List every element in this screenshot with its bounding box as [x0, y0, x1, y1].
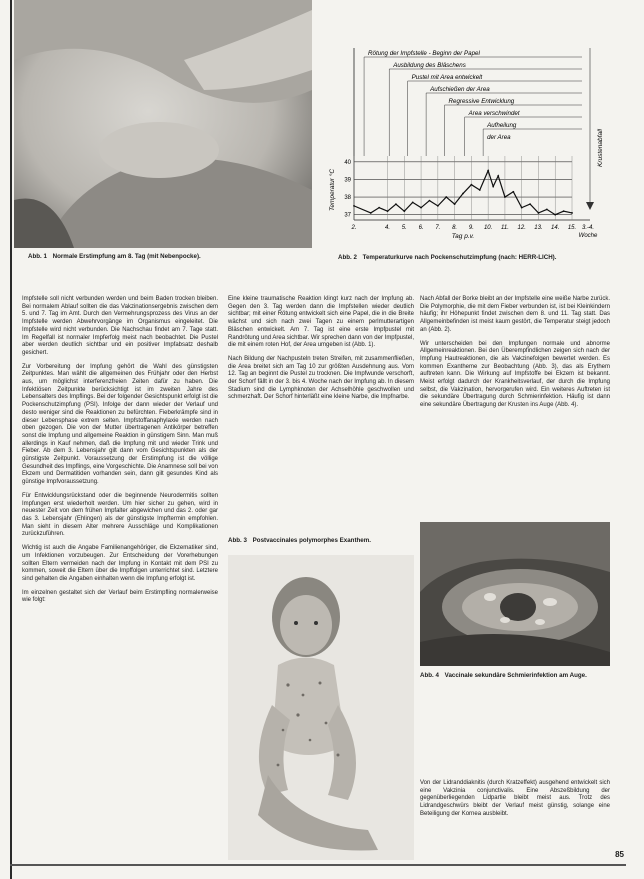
figure-4-label: Abb. 4: [420, 672, 439, 679]
figure-4-text: Vaccinale sekundäre Schmierinfektion am Auge.: [444, 672, 587, 679]
temperature-point: [563, 210, 565, 212]
x-tick-label: 13.: [534, 225, 543, 231]
phase-label: Area verschwindet: [468, 110, 520, 117]
col1-paragraph: Zur Vorbereitung der Impfung gehört die Wahl des günstigsten Zeitpunktes. Man wählt die allgemeinen des Frühjahr oder den Herbst aus, um möglichst interferenzfreien Zeiten dafür zu haben. Die Infektiösen Zeitpunkte berücksichtigt ist im zweiten Jahre des Lebensalters des Impflings. Bei der folgender Gesichtspunkt erfolgt ist die Pockenschutzimpfung (PSI). Infolge der dann wieder der Verlauf und desto weniger sind die Reaktionen zu befürchten. Fieberkrämpfe sind in dieser Lebensphase extrem selten. Impfstoffanaphylaxie werden nach oben gezogen. Die von der Mutter übertragenen Antikörper betreffen sonst die Impfung und allgemeine Reaktion in günstigem Sinn. Man muß allerdings in Kauf nehmen, daß die Impfung mit und wieder Trink und Fieber. Ab dem 3. Lebensjahr gilt dann vom Gesichtspunkten als der günstigste Zeitpunkt. Voraussetzung der Erstimpfung ist die völlige Gesundheit des Impflings, eine Vorgeschichte. Die Anamnese soll bei von Ekzem und Dermatitiden vorhanden sein, dann gilt gesundes Kind als günstige Impfvoraussetzung.: [22, 363, 218, 486]
temperature-point: [429, 200, 431, 202]
temperature-point: [546, 209, 548, 211]
figure-2-text: Temperaturkurve nach Pockenschutzimpfung (nach: HERR-LICH).: [362, 254, 557, 261]
photo-child-exanthem-image: [228, 555, 414, 860]
x-tick-label: 15.: [567, 225, 577, 231]
temperature-point: [420, 207, 422, 209]
figure-1-caption: [28, 253, 308, 261]
x-tick-label: 2.: [351, 225, 357, 231]
temperature-point: [470, 184, 472, 186]
col1-paragraph: Impfstelle soll nicht verbunden werden und beim Baden trocken bleiben. Bei normalem Ablauf sollten die das Vakzinationsergebnis zwischen dem 5. und 7. Tag im Amt. Durch den Vermehrungsprozess des Virus an der Impfstelle werden Abwehrvorgänge im Organismus eingeleitet. Die Impfstelle wird nicht verbunden. Die Nachschau findet am 7. Tage statt. Im Regelfall ist normaler Impferfolg meist nach beobachtet. Die Pustel aber werden deutlich sichtbar und ein positiver Impfabsatz deshalb gesichert.: [22, 296, 218, 356]
x-tick-label: 7.: [435, 225, 441, 231]
page-number: 85: [615, 850, 624, 859]
text-column-3: [420, 296, 610, 516]
temperature-point: [504, 196, 506, 198]
x-extra-tick-label: 3.-4.: [581, 225, 595, 231]
phase-label: Aufschießen der Area: [430, 86, 490, 93]
bottom-edge: [10, 864, 626, 866]
figure-2-caption: [338, 254, 608, 262]
temperature-point: [454, 203, 456, 205]
temperature-point: [395, 203, 397, 205]
y-tick-label: 40: [344, 159, 351, 166]
figure-1-text: Normale Erstimpfung am 8. Tag (mit Nebenpocke).: [52, 253, 201, 260]
phase-label: Rötung der Impfstelle - Beginn der Papel: [368, 50, 480, 57]
x-extra-tick-unit: Woche: [578, 233, 598, 239]
x-tick-label: 8.: [452, 225, 458, 231]
col2-paragraph: Eine kleine traumatische Reaktion klingt kurz nach der Impfung ab. Gegen den 3. Tag werden dann die Impfstellen wieder deutlich sichtbar; mit einer Rötung entwickelt sich eine Papel, die in die Breite wächst und sich nach zwei Tagen zu einem perlmutterartigen Bläschen entwickelt. Am 7. Tag ist eine erste Impfpustel mit Randrötung und Area sichtbar. Wir sprechen dann von der Impfpustel, die mit einem roten Hof, der Area umgeben ist (Abb. 1).: [228, 296, 414, 349]
x-tick-label: 9.: [468, 225, 474, 231]
phase-label: der Area: [487, 134, 511, 141]
x-tick-label: 6.: [418, 225, 424, 231]
photo-child-exanthem: [228, 555, 414, 860]
x-tick-label: 5.: [401, 225, 407, 231]
x-axis-label: Tag p.v.: [451, 233, 475, 240]
y-tick-label: 38: [344, 195, 351, 202]
col2-paragraph: Nach Bildung der Nachpusteln treten Streifen, mit zusammenfließen, die Area breitet sich am Tag 10 zur größten Ausdehnung aus. Vom 12. Tag an beginnt die Pustel zu trocknen. Die Impfwunde verschorft, der Schorf fällt in der 3. bis 4. Woche nach der Impfung ab. In diesem Stadium sind die Lymphknoten der Achselhöhle geschwollen und schmerzhaft. Der Schorf hinterläßt eine kleine Narbe, die Impfnarbe.: [228, 355, 414, 401]
text-column-3b: [420, 780, 610, 850]
photo-vaccination-arm-image: [14, 0, 312, 248]
y-tick-label: 37: [344, 212, 351, 219]
col3b-paragraph: Von der Lidranddiaknitis (durch Kratzeffekt) ausgehend entwickelt sich eine Vakzinia conjunctivalis. Eine Abszeßbildung der gegenüberliegenden Lidpartie bleibt meist aus. Trotz des Lidrandgeschwürs bleibt der Verlauf meist günstig, solange eine Beteiligung der Kornea ausbleibt.: [420, 780, 610, 817]
temperature-point: [412, 201, 414, 203]
col1-paragraph: Für Entwicklungsrückstand oder die beginnende Neurodermitis sollten Impfungen erst wiederholt werden. Um hier sicher zu gehen, wird in neuester Zeit von dem frühen Impfalter abgewichen und das 2. oder gar das 3. Lebensjahr (Ehlingen) als der günstigste Impftermin empfohlen. Man sieht in diesem Alter mehrere Ausschläge und Komplikationen zurückzuführen.: [22, 492, 218, 538]
phase-label: Ausbildung des Bläschens: [393, 62, 466, 69]
col3-paragraph: Wir unterscheiden bei den Impfungen normale und abnorme Allgemeinreaktionen. Bei den Überempfindlichen zeigen sich nach der Impfung Hautreaktionen, die als Vakzinefolgen bewertet werden. Es kommen Exantheme zur Beobachtung (Abb. 3), das als Erythem auftreten kann. Die Wirkung auf Impfstoffe bei Ekzem ist bekannt. Meist erfolgt dadurch der Krankheitsverlauf, der durch die Impfung selbst, die Vakzination, hervorgerufen wird. Ein weiteres Auftreten ist die sekundäre Übertragung durch Schmierinfektion. Häufig ist dann eine sekundäre Übertragung der Krusten ins Auge (Abb. 4).: [420, 340, 610, 409]
temperature-point: [521, 207, 523, 209]
side-bracket-arrow: [586, 202, 594, 210]
y-tick-label: 39: [344, 177, 351, 184]
figure-4-caption: [420, 672, 610, 680]
figure-3-label: Abb. 3: [228, 537, 247, 544]
temperature-chart-svg: [320, 38, 610, 256]
temperature-point: [479, 189, 481, 191]
temperature-point: [512, 191, 514, 193]
temperature-point: [554, 214, 556, 216]
phase-label: Regressive Entwicklung: [448, 98, 515, 105]
y-axis-label: Temperatur °C: [329, 168, 336, 212]
figure-3-caption: [228, 537, 414, 545]
temperature-point: [487, 170, 489, 172]
x-tick-label: 4.: [385, 225, 391, 231]
side-label: Krustenabfall: [597, 129, 604, 167]
figure-1-label: Abb. 1: [28, 253, 47, 260]
temperature-point: [462, 193, 464, 195]
temperature-point: [387, 210, 389, 212]
text-column-1: [22, 296, 218, 836]
phase-label: Aufheilung: [487, 122, 517, 129]
phase-label: Pustel mit Area entwickelt: [411, 74, 483, 81]
temperature-point: [529, 203, 531, 205]
page-edge: [10, 0, 12, 879]
col1-paragraph: Im einzelnen gestaltet sich der Verlauf beim Erstimpfling normalerweise wie folgt:: [22, 589, 218, 604]
temperature-point: [378, 207, 380, 209]
photo-vaccination-arm: [14, 0, 312, 248]
temperature-point: [445, 196, 447, 198]
figure-2-label: Abb. 2: [338, 254, 357, 261]
temperature-point: [492, 186, 494, 188]
temperature-point: [497, 175, 499, 177]
x-tick-label: 14.: [551, 225, 560, 231]
temperature-point: [353, 205, 355, 207]
temperature-point: [437, 205, 439, 207]
photo-eye-infection: [420, 522, 610, 666]
figure-3-text: Postvaccinales polymorphes Exanthem.: [252, 537, 371, 544]
col1-paragraph: Wichtig ist auch die Angabe Familienangehöriger, die Ekzematiker sind, um Infektionen vorzubeugen. Zur Entscheidung der Vorerhebungen sollten Eltern vermeiden nach der Impfung in Kontakt mit dem PSI zu kommen, soweit die Eltern über die Impffolgen unterrichtet sind. Letztere sind gehalten die Angaben einhalten wenn die Impfung erfolgt ist.: [22, 545, 218, 582]
temperature-point: [538, 212, 540, 214]
photo-eye-infection-image: [420, 522, 610, 666]
x-tick-label: 12.: [517, 225, 526, 231]
temperature-point: [370, 212, 372, 214]
temperature-point: [403, 210, 405, 212]
temperature-chart: [320, 38, 610, 256]
x-tick-label: 11.: [500, 225, 509, 231]
col3-paragraph: Nach Abfall der Borke bleibt an der Impfstelle eine weiße Narbe zurück. Die Polymorphie, die mit dem Fieber verbunden ist, ist bei Kleinkindern häufig; ihr Höhepunkt findet zwischen dem 8. und 11. Tag statt. Das Allgemeinbefinden ist meist kaum gestört, die Temperatur steigt jedoch an (Abb. 2).: [420, 296, 610, 333]
temperature-point: [571, 212, 573, 214]
x-tick-label: 10.: [483, 225, 493, 231]
text-column-2: [228, 296, 414, 516]
